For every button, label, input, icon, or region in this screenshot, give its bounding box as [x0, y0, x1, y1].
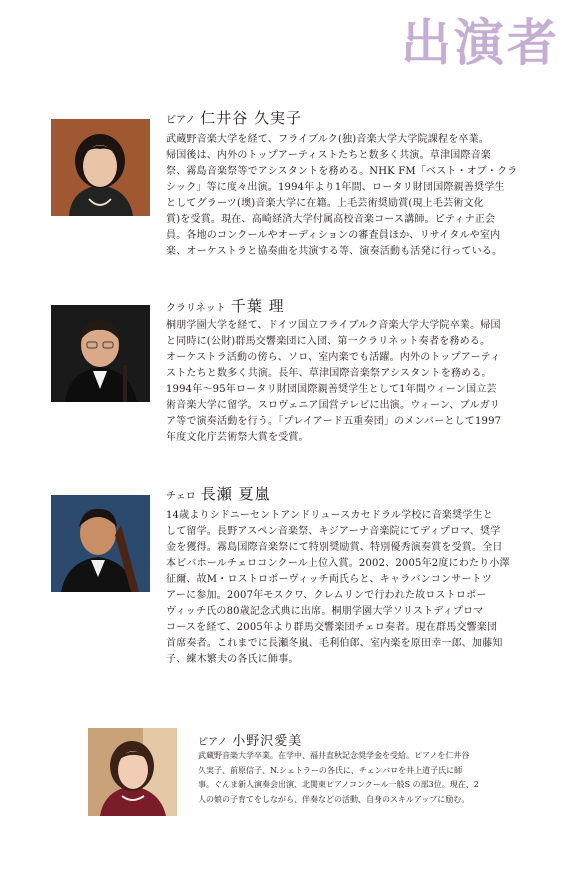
performer-name-line-1 [166, 110, 302, 126]
bio-line: オーケストラ活動の傍ら、ソロ、室内楽でも活躍。内外のトップアーティ [166, 352, 501, 363]
bio-line: 子、練木繁夫の各氏に師事。 [166, 654, 299, 665]
bio-line: 14歳よりシドニーセントアンドリュースカセドラル学校に音楽奨学生と [166, 510, 493, 521]
bio-line: としてグラーツ(墺)音楽大学に在籍。上毛芸術奨励賞(現上毛芸術文化 [166, 198, 484, 209]
bio-line: 久実子、前原信子、N.シェトラーの各氏に、チェンバロを井上道子氏に師 [198, 765, 463, 775]
bio-line: アーに参加。2007年モスクワ、クレムリンで行われた故ロストロポー [166, 590, 487, 601]
instrument-label: クラリネット [166, 303, 226, 314]
bio-line: 1994年～95年ロータリ財団国際親善奨学生として1年間ウィーン国立芸 [166, 384, 497, 395]
performer-bio [198, 749, 548, 807]
bio-line: 祭、霧島音楽祭等でアシスタントを務める。NHK FM「ベスト・オブ・クラ [166, 166, 518, 177]
bio-line: 武蔵野音楽大学卒業。在学中、福井直秋記念奨学金を受給。ピアノを仁井谷 [198, 751, 470, 760]
bio-line: 帰国後は、内外のトップアーティストたちと数多く共演。草津国際音楽 [166, 150, 491, 161]
instrument-label: ピアノ [166, 115, 196, 126]
bio-line: 術音楽大学に留学。スロヴェニア国営テレビに出演。ウィーン、ブルガリ [166, 400, 500, 411]
bio-line: シック」等に度々出演。1994年より1年間、ロータリ財団国際親善奨学生 [166, 182, 505, 193]
instrument-label: ピアノ [198, 737, 228, 748]
performer-name: 小野沢愛美 [232, 734, 303, 749]
bio-line: 事。ぐんま新人演奏会出演、北関東ピアノコンクール一般S の部3位。現在、2 [198, 780, 479, 789]
bio-line: 本ビバホールチェロコンクール上位入賞。2002、2005年2度にわたり小澤 [166, 558, 510, 569]
portrait-photo-niitani [51, 119, 150, 216]
bio-line: 征爾、故M・ロストロポーヴィッチ両氏らと、キャラバンコンサートツ [166, 574, 493, 585]
performer-bio [166, 508, 546, 668]
bio-line: と同時に(公財)群馬交響楽団に入団、第一クラリネット奏者を務める。 [166, 336, 491, 347]
performer-name: 仁井谷 久実子 [200, 109, 302, 127]
bio-line: ストたちと数多く共演。長年、草津国際音楽祭アシスタントを務める。 [166, 368, 492, 379]
performer-name: 長瀬 夏嵐 [200, 485, 271, 503]
portrait-photo-onozawa [88, 728, 177, 816]
bio-line: 金を獲得。霧島国際音楽祭にて特別奨励賞、特別優秀演奏賞を受賞。全日 [166, 542, 503, 553]
instrument-label: チェロ [166, 491, 196, 502]
bio-line: コースを経て、2005年より群馬交響楽団チェロ奏者。現在群馬交響楽団 [166, 622, 498, 633]
bio-line: 楽、オーケストラと協奏曲を共演する等、演奏活動も活発に行っている。 [166, 246, 503, 257]
page-title: 出演者 [401, 13, 560, 72]
performer-name-line-2 [166, 298, 285, 314]
bio-line: ア等で演奏活動を行う。「プレイアード五重奏団」のメンバーとして1997 [166, 416, 502, 427]
bio-line: 人の娘の子育てをしながら、伴奏などの活動、自身のスキルアップに励む。 [198, 794, 470, 804]
performer-name-line-3 [166, 486, 270, 502]
performer-bio [166, 318, 546, 446]
bio-line: して留学。長野アスペン音楽祭、キジアーナ音楽院にてディプロマ、奨学 [166, 526, 501, 537]
portrait-photo-nagase [51, 495, 150, 592]
bio-line: 員。各地のコンクールやオーディションの審査員ほか、リサイタルや室内 [166, 230, 501, 241]
performer-name: 千葉 理 [230, 297, 285, 315]
bio-line: 武蔵野音楽大学を経て、フライブルク(独)音楽大学大学院課程を卒業。 [166, 134, 490, 145]
portrait-photo-chiba [51, 305, 150, 402]
performer-bio [166, 132, 546, 260]
performer-name-line-4 [198, 732, 302, 748]
bio-line: 賞)を受賞。現在、高崎経済大学付属高校音楽コース講師。ピティナ正会 [166, 214, 496, 225]
bio-line: 桐朋学園大学を経て、ドイツ国立フライブルク音楽大学大学院卒業。帰国 [166, 320, 501, 331]
bio-line: 首席奏者。これまでに長瀬冬嵐、毛利伯郎、室内楽を原田幸一郎、加藤知 [166, 638, 503, 649]
bio-line: ヴィッチ氏の80歳記念式典に出席。桐朋学園大学ソリストディプロマ [166, 606, 484, 617]
bio-line: 年度文化庁芸術祭大賞を受賞。 [166, 432, 309, 443]
